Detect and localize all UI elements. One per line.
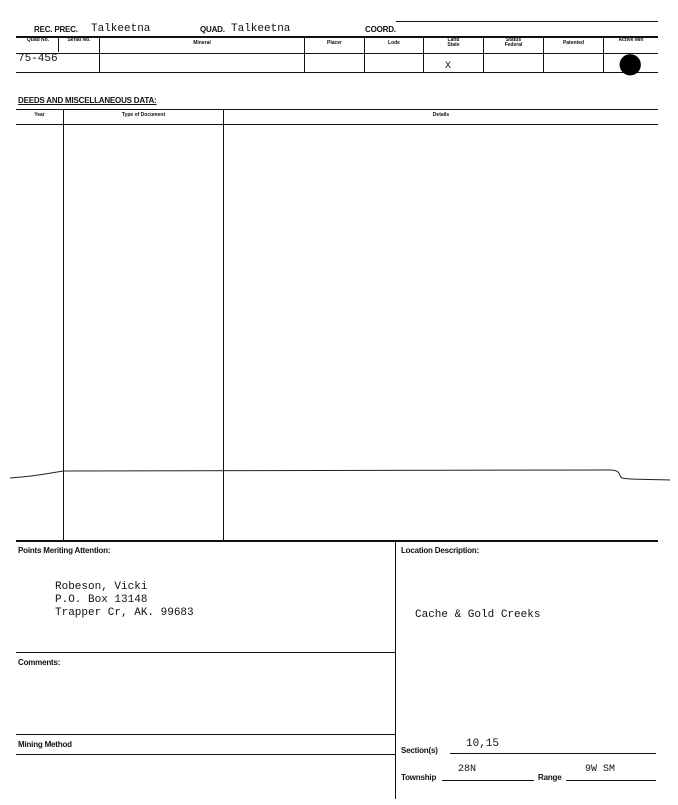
col-details: Details [432, 112, 450, 118]
lower-center-divider [395, 541, 396, 799]
deeds-top-rule [16, 109, 658, 110]
comments-label: Comments: [18, 658, 61, 667]
col-patented: Patented [562, 40, 585, 46]
points-address-line-1: P.O. Box 13148 [55, 594, 148, 606]
rec-prec-value[interactable]: Talkeetna [91, 23, 151, 35]
col-type-of-document: Type of Document [121, 112, 166, 118]
mining-method-top-rule [16, 734, 395, 735]
points-address-block[interactable] [55, 581, 194, 620]
range-underline [566, 780, 656, 781]
col-lode: Lode [388, 40, 400, 46]
coord-label: COORD. [365, 25, 396, 34]
col-status-federal: Status Federal [504, 37, 523, 48]
points-label: Points Meriting Attention: [18, 546, 111, 555]
col-active: Active Min [618, 37, 644, 43]
section-label: Section(s) [401, 746, 438, 755]
col-year: Year [34, 112, 45, 118]
mining-method-label: Mining Method [18, 740, 72, 749]
township-value[interactable]: 28N [458, 764, 477, 775]
quad-value[interactable]: Talkeetna [231, 23, 291, 35]
col-mineral: Mineral [193, 40, 211, 46]
points-name: Robeson, Vicki [55, 581, 148, 593]
section-value[interactable]: 10,15 [466, 738, 500, 750]
range-label: Range [538, 773, 562, 782]
active-dot-mark[interactable]: ● [618, 46, 643, 79]
deeds-header-rule [16, 124, 658, 125]
quad-label: QUAD. [200, 25, 225, 34]
page-fold-crease [10, 462, 670, 488]
points-address-line-2: Trapper Cr, AK. 99683 [55, 607, 194, 619]
table-bottom-rule [16, 72, 658, 73]
header-top-rule [396, 21, 658, 22]
township-underline [442, 780, 534, 781]
section-underline [450, 753, 656, 754]
township-label: Township [401, 773, 437, 782]
range-value[interactable]: 9W SM [585, 764, 616, 775]
table-header-rule [16, 53, 658, 54]
deeds-bottom-rule [16, 540, 658, 542]
col-placer: Placer [326, 40, 342, 46]
table-top-rule [16, 36, 658, 38]
col-quad-no: Quad No. [26, 37, 50, 43]
location-label: Location Description: [401, 546, 480, 555]
rec-prec-label: REC. PREC. [34, 25, 78, 34]
col-land-state: Land State [447, 37, 460, 48]
mining-method-bottom-rule [16, 754, 395, 755]
location-value[interactable]: Cache & Gold Creeks [415, 609, 541, 621]
deeds-title: DEEDS AND MISCELLANEOUS DATA: [18, 96, 157, 105]
comments-top-rule [16, 652, 395, 653]
cell-land-state-mark[interactable]: X [445, 61, 452, 72]
col-serial-no: Serial No. [67, 37, 91, 43]
cell-quad-no[interactable]: 75-456 [18, 53, 58, 65]
